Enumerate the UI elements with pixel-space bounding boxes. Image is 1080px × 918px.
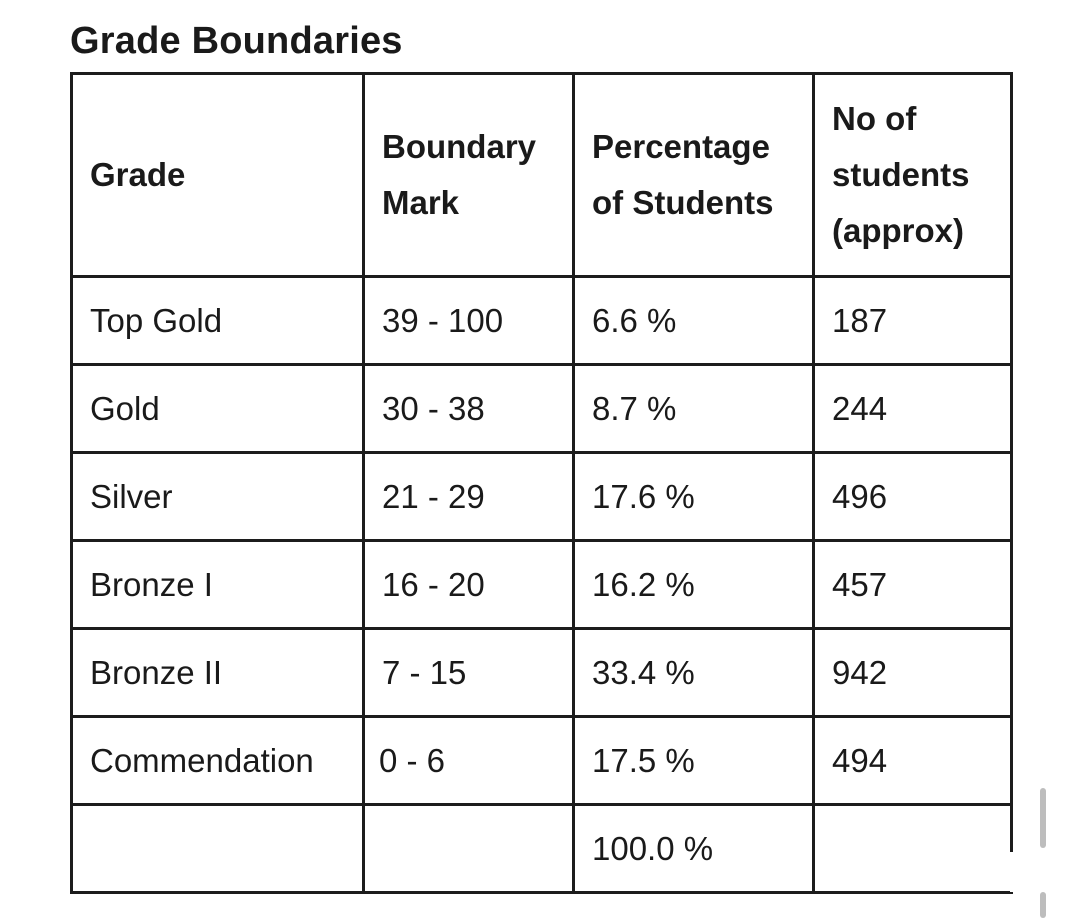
cell-percentage-total: 100.0 % — [574, 805, 814, 893]
scrollbar-thumb-lower[interactable] — [1040, 892, 1046, 918]
cell-boundary: 7 - 15 — [364, 629, 574, 717]
cell-students: 187 — [814, 277, 1012, 365]
cell-boundary: 0 - 6 — [364, 717, 574, 805]
cell-boundary — [364, 805, 574, 893]
cell-boundary: 30 - 38 — [364, 365, 574, 453]
cell-grade — [72, 805, 364, 893]
cell-students: 244 — [814, 365, 1012, 453]
cell-percentage: 16.2 % — [574, 541, 814, 629]
page-title: Grade Boundaries — [70, 20, 403, 62]
cell-grade: Silver — [72, 453, 364, 541]
table-row — [72, 365, 1012, 453]
grade-boundaries-table — [70, 72, 1013, 894]
cell-students: 457 — [814, 541, 1012, 629]
scrollbar-thumb[interactable] — [1040, 788, 1046, 848]
cell-percentage: 6.6 % — [574, 277, 814, 365]
cell-students — [814, 805, 1012, 893]
table-header-row — [72, 74, 1012, 277]
cell-boundary: 16 - 20 — [364, 541, 574, 629]
cell-students: 494 — [814, 717, 1012, 805]
cell-percentage: 8.7 % — [574, 365, 814, 453]
cell-grade: Bronze II — [72, 629, 364, 717]
cell-grade: Gold — [72, 365, 364, 453]
header-boundary-mark: Boundary Mark — [364, 74, 574, 277]
cell-percentage: 17.5 % — [574, 717, 814, 805]
cell-boundary: 21 - 29 — [364, 453, 574, 541]
header-percentage: Percentage of Students — [574, 74, 814, 277]
cell-boundary: 39 - 100 — [364, 277, 574, 365]
cell-students: 942 — [814, 629, 1012, 717]
table-row — [72, 717, 1012, 805]
cell-grade: Commendation — [72, 717, 364, 805]
corner-overlay — [1010, 852, 1080, 892]
cell-percentage: 17.6 % — [574, 453, 814, 541]
table-total-row — [72, 805, 1012, 893]
header-no-of-students: No of students (approx) — [814, 74, 1012, 277]
table-row — [72, 277, 1012, 365]
table-row — [72, 629, 1012, 717]
table-row — [72, 453, 1012, 541]
cell-percentage: 33.4 % — [574, 629, 814, 717]
cell-grade: Top Gold — [72, 277, 364, 365]
table-row — [72, 541, 1012, 629]
cell-students: 496 — [814, 453, 1012, 541]
cell-grade: Bronze I — [72, 541, 364, 629]
header-grade: Grade — [72, 74, 364, 277]
